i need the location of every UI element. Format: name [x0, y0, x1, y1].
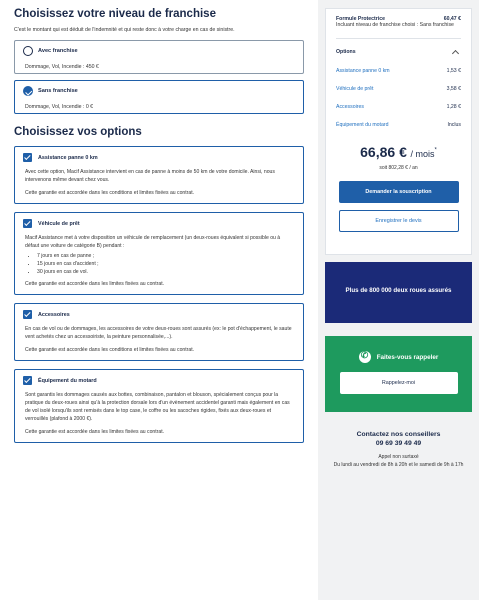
summary-option-price: 1,53 €: [446, 67, 461, 74]
option-card-equipement[interactable]: [14, 369, 304, 443]
summary-option-link[interactable]: Équipement du motard: [336, 121, 389, 128]
price-amount: 66,86 €: [360, 143, 407, 160]
monthly-price: [336, 144, 461, 160]
option-conditions: Cette garantie est accordée dans les limites fixées au contrat.: [25, 281, 165, 287]
franchise-intro: C'est le montant qui est déduit de l'indemnité et qui reste donc à votre charge en cas de sinistre.: [14, 27, 235, 33]
option-card-vehicule-pret[interactable]: [14, 212, 304, 295]
option-title: Accessoires: [38, 311, 70, 318]
franchise-option-avec[interactable]: [14, 40, 304, 74]
checkbox-checked[interactable]: [23, 376, 32, 385]
option-conditions: Cette garantie est accordée dans les conditions et limites fixées au contrat.: [25, 190, 195, 196]
option-description: Avec cette option, Macif Assistance intervient en cas de panne à moins de 50 km de votre domicile. Ainsi, nous intervenons même devant chez vous.: [25, 169, 275, 183]
franchise-title: Choisissez votre niveau de franchise: [14, 8, 216, 20]
contact-hours: Du lundi au vendredi de 8h à 20h et le samedi de 9h à 17h: [333, 461, 464, 468]
radio-button-checked[interactable]: [23, 86, 33, 96]
checkbox-checked[interactable]: [23, 310, 32, 319]
summary-option-price: Inclus: [447, 121, 461, 128]
option-conditions: Cette garantie est accordée dans les conditions et limites fixées au contrat.: [25, 347, 195, 353]
option-title: Assistance panne 0 km: [38, 154, 98, 161]
option-description: Macif Assistance met à votre disposition un véhicule de remplacement (un deux-roues équivalent si possible ou à défaut une voiture de catégorie B) pendant :: [25, 235, 281, 249]
options-toggle[interactable]: [336, 49, 461, 56]
summary-option-link[interactable]: Accessoires: [336, 103, 364, 110]
option-title: Véhicule de prêt: [38, 220, 80, 227]
save-quote-button[interactable]: Enregistrer le devis: [339, 210, 459, 232]
option-conditions: Cette garantie est accordée dans les limites fixées au contrat.: [25, 429, 165, 435]
option-bullets: [37, 252, 295, 276]
franchise-option-label: Sans franchise: [38, 88, 78, 94]
summary-option-link[interactable]: Assistance panne 0 km: [336, 67, 390, 74]
phone-icon: [359, 351, 371, 363]
bullet-item: • 7 jours en cas de panne ;: [37, 252, 295, 260]
option-title: Équipement du motard: [38, 377, 97, 384]
options-title: Choisissez vos options: [14, 126, 142, 138]
checkbox-checked[interactable]: [23, 153, 32, 162]
call-me-button[interactable]: Rappelez-moi: [340, 372, 458, 394]
option-card-assistance[interactable]: [14, 146, 304, 204]
checkbox-checked[interactable]: [23, 219, 32, 228]
contact-block: [325, 430, 472, 469]
request-subscription-button[interactable]: Demander la souscription: [339, 181, 459, 203]
summary-option-price: 3,58 €: [446, 85, 461, 92]
formula-price: 60,47 €: [443, 16, 461, 22]
promo-banner: Plus de 800 000 deux roues assurés: [325, 262, 472, 323]
annual-price: soit 802,28 € / an: [379, 164, 418, 171]
chevron-up-icon: [452, 49, 459, 56]
options-label: Options: [336, 49, 356, 55]
contact-note: Appel non surtaxé: [378, 454, 419, 460]
price-footnote-mark: *: [434, 147, 437, 154]
radio-button[interactable]: [23, 46, 33, 56]
price-period: / mois: [410, 148, 435, 159]
quote-summary: [325, 8, 472, 255]
summary-option-price: 1,28 €: [446, 103, 461, 110]
contact-phone[interactable]: 09 69 39 49 49: [375, 440, 422, 447]
formula-sub: Incluant niveau de franchise choisi : Sans franchise: [336, 22, 454, 28]
franchise-option-desc: Dommage, Vol, Incendie : 0 €: [25, 104, 94, 110]
sidebar: [318, 0, 479, 600]
franchise-option-desc: Dommage, Vol, Incendie : 450 €: [25, 64, 99, 70]
option-card-accessoires[interactable]: [14, 303, 304, 361]
callback-panel: [325, 336, 472, 412]
franchise-option-label: Avec franchise: [38, 48, 78, 54]
contact-title: Contactez nos conseillers: [356, 431, 441, 438]
bullet-item: • 30 jours en cas de vol.: [37, 268, 295, 276]
option-description: Sont garantis les dommages causés aux bottes, combinaison, pantalon et blouson, spécialement conçus pour la pratique du deux-roues ainsi qu'à la protection dorsale lors d'un évènement accidentel garanti mais également en cas de vol isolé lorsqu'ils sont remisés dans le top case, le coffre ou les sacoches rigides, fixés aux deux-roues et verrouillés (plafond à 2000 €).: [25, 392, 290, 422]
bullet-item: • 15 jours en cas d'accident ;: [37, 260, 295, 268]
formula-label: Formule Protectrice: [336, 16, 386, 22]
summary-option-link[interactable]: Véhicule de prêt: [336, 85, 374, 92]
callback-title: Faites-vous rappeler: [376, 353, 439, 361]
option-description: En cas de vol ou de dommages, les accessoires de votre deux-roues sont assurés (ex: le pot d'échappement, le saute vent achetés chez un accessoiriste, la peinture personnalisée,...).: [25, 326, 292, 340]
franchise-option-sans[interactable]: [14, 80, 304, 114]
